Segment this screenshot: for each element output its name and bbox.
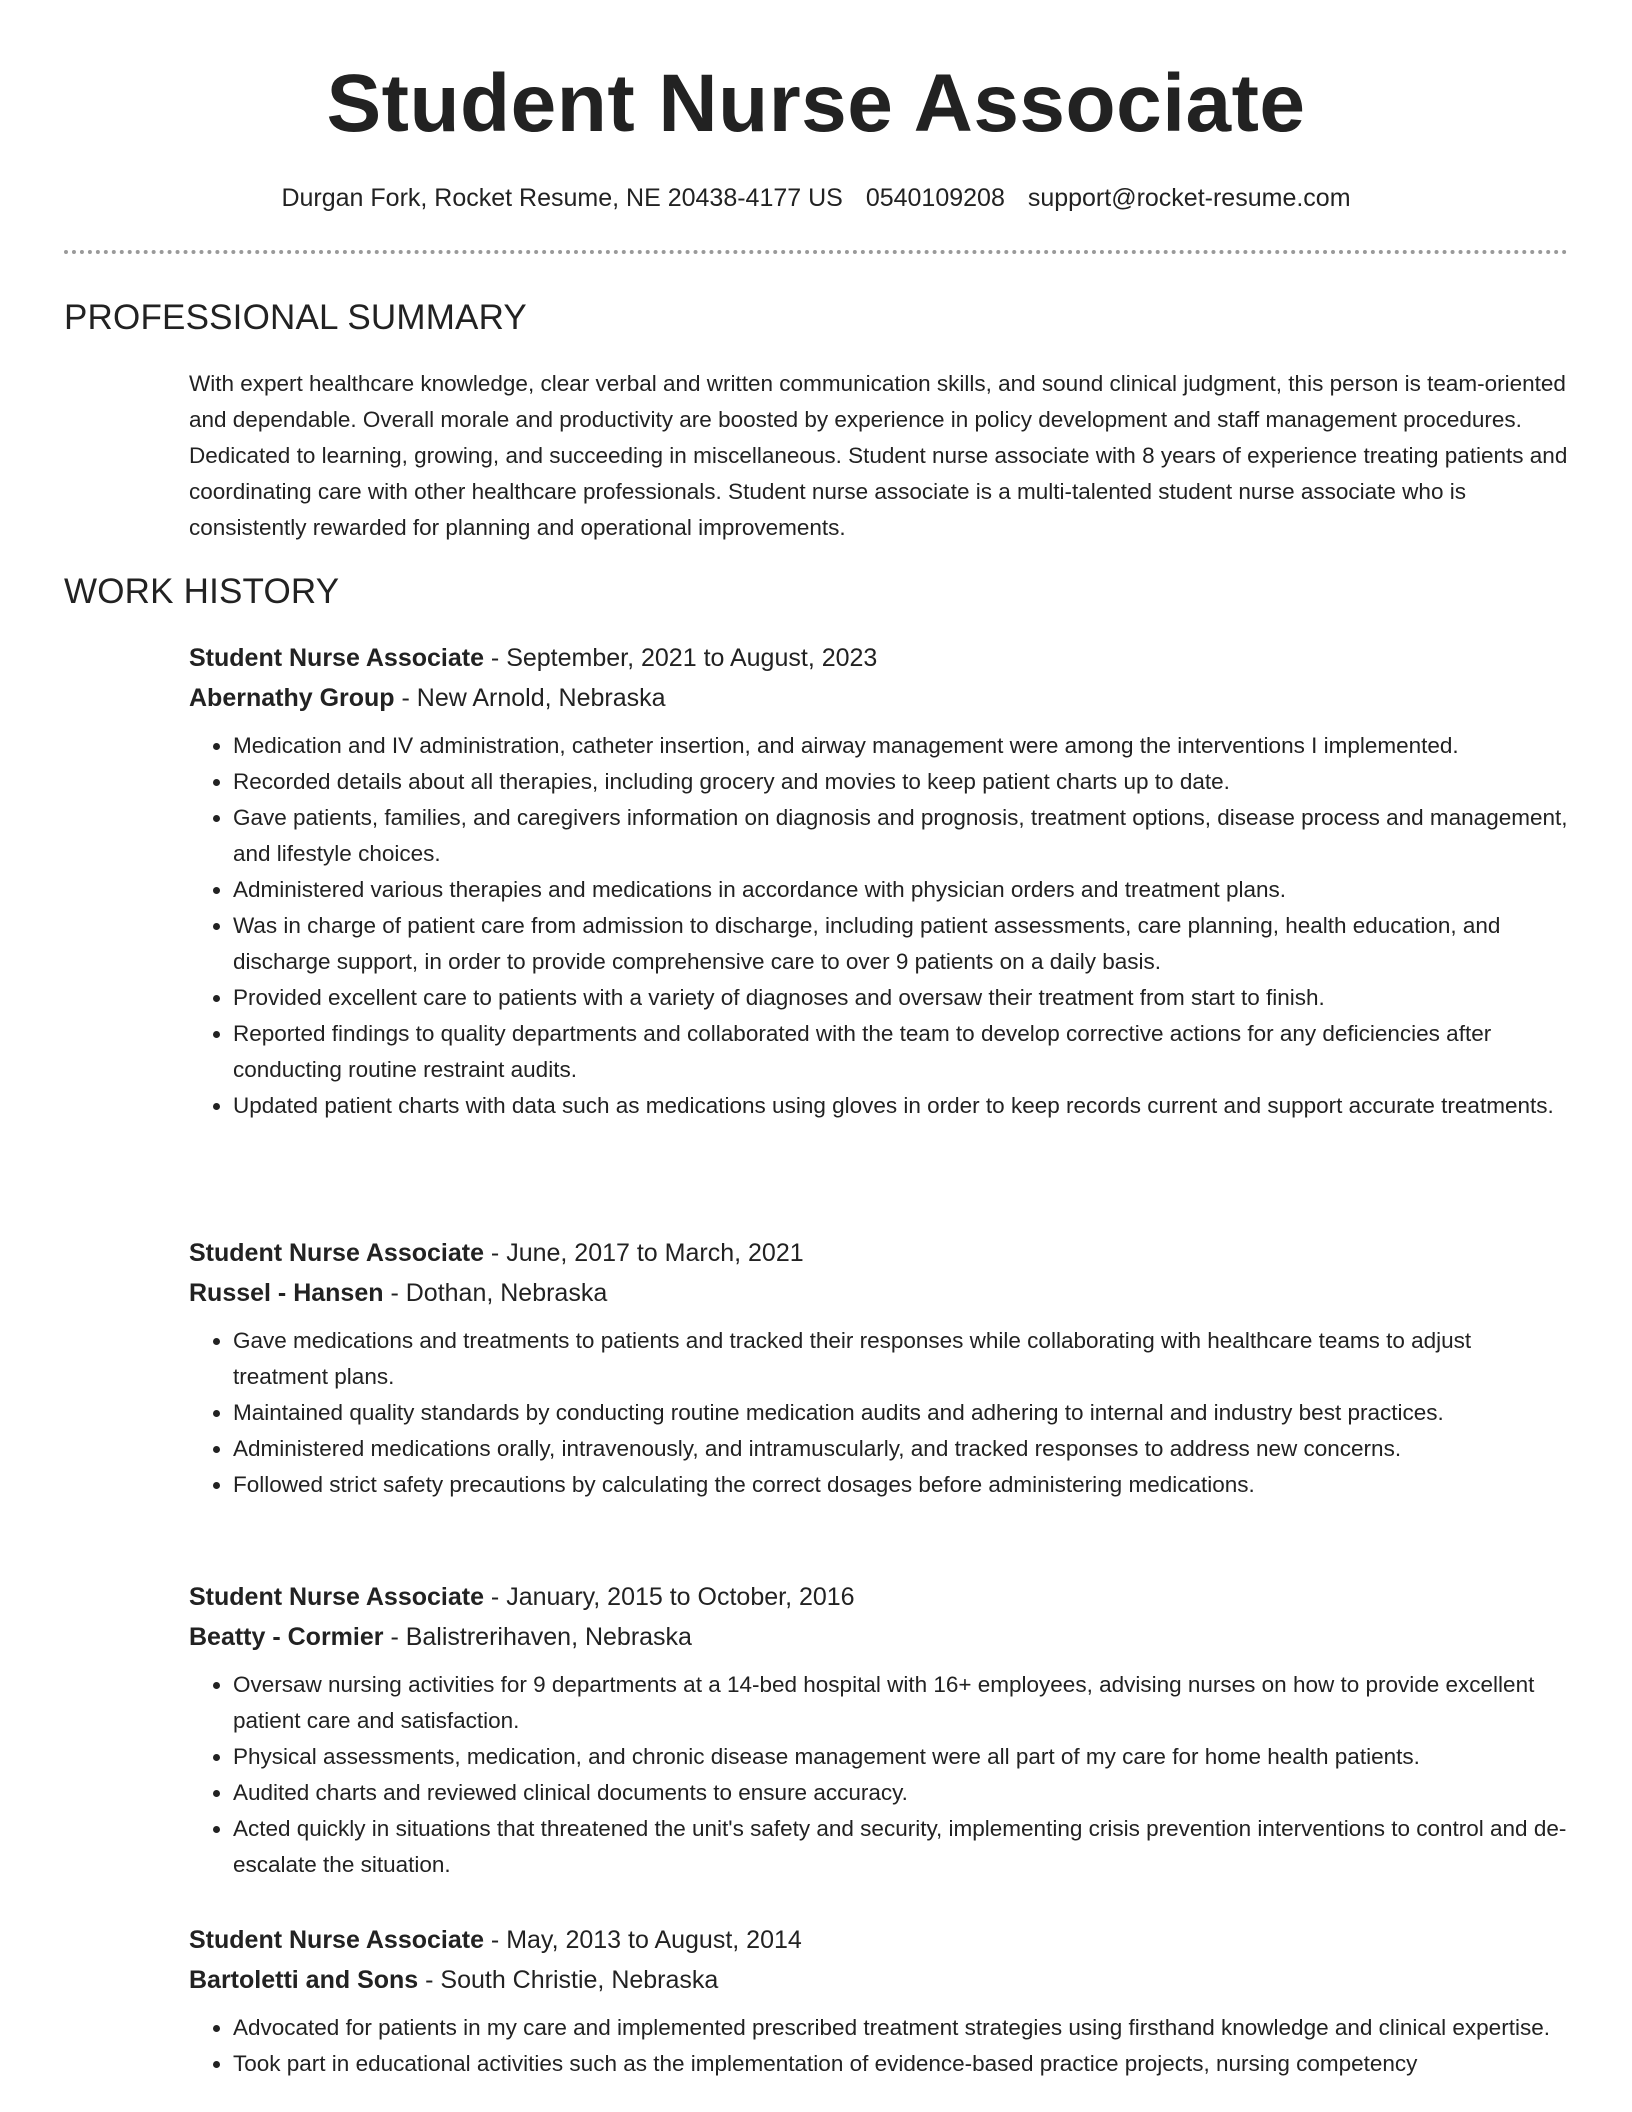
summary-text: With expert healthcare knowledge, clear verbal and written communication skills, and sound clinical judgment, this person is team-oriented and dependable. Overall morale and productivity are boosted by experience in policy development and staff management procedures. Dedicated to learning, growing, and succeeding in miscellaneous. Student nurse associate with 8 years of experience treating patients and coordinating care with other healthcare professionals. Student nurse associate is a multi-talented student nurse associate who is consistently rewarded for planning and operational improvements. [189,371,1568,540]
job-dates: - September, 2021 to August, 2023 [483,644,878,672]
job-bullet: • Acted quickly in situations that threatened the unit's safety and security, implementing crisis prevention interventions to control and de-escalate the situation. [233,1811,1569,1883]
job-role: Student Nurse Associate [189,1239,484,1267]
job-dates: - June, 2017 to March, 2021 [483,1239,804,1267]
job-bullet: • Medication and IV administration, catheter insertion, and airway management were among the interventions I implemented. [233,728,1569,764]
job-bullet: • Audited charts and reviewed clinical documents to ensure accuracy. [233,1775,1569,1811]
job-title-line [189,1233,1569,1273]
contact-email: support@rocket-resume.com [1027,184,1351,212]
job-dates: - January, 2015 to October, 2016 [483,1583,855,1611]
job-company-line [189,1617,1569,1657]
header-divider [64,250,1568,254]
job-bullets [189,2010,1569,2082]
job-title-line [189,1920,1569,1960]
job-title-line [189,638,1569,678]
resume-name: Student Nurse Associate [326,58,1306,149]
job-location: - South Christie, Nebraska [418,1966,719,1994]
job-company-line [189,1273,1569,1313]
job-bullet: • Provided excellent care to patients with a variety of diagnoses and oversaw their treatment from start to finish. [233,980,1569,1016]
job-bullet: • Recorded details about all therapies, including grocery and movies to keep patient charts up to date. [233,764,1569,800]
job-bullet: • Oversaw nursing activities for 9 departments at a 14-bed hospital with 16+ employees, advising nurses on how to provide excellent patient care and satisfaction. [233,1667,1569,1739]
job-bullet: • Was in charge of patient care from admission to discharge, including patient assessments, care planning, health education, and discharge support, in order to provide comprehensive care to over 9 patients on a daily basis. [233,908,1569,980]
job-company: Beatty - Cormier [189,1623,384,1651]
job-bullet: • Physical assessments, medication, and chronic disease management were all part of my care for home health patients. [233,1739,1569,1775]
job-location: - New Arnold, Nebraska [394,684,666,712]
job-bullet: • Advocated for patients in my care and implemented prescribed treatment strategies using firsthand knowledge and clinical expertise. [233,2010,1569,2046]
job-bullet: • Administered various therapies and medications in accordance with physician orders and treatment plans. [233,872,1569,908]
section-title-work-history: WORK HISTORY [64,572,340,611]
job-bullet: • Followed strict safety precautions by calculating the correct dosages before administering medications. [233,1467,1569,1503]
section-title-summary: PROFESSIONAL SUMMARY [64,298,527,337]
job-bullets [189,1667,1569,1883]
job-bullets [189,728,1569,1124]
job-entry [189,1233,1569,1503]
job-role: Student Nurse Associate [189,1926,484,1954]
job-bullet: • Gave medications and treatments to patients and tracked their responses while collaborating with healthcare teams to adjust treatment plans. [233,1323,1569,1395]
job-company: Abernathy Group [189,684,395,712]
job-role: Student Nurse Associate [189,644,484,672]
job-role: Student Nurse Associate [189,1583,484,1611]
contact-phone: 0540109208 [865,184,1005,212]
job-company-line [189,1960,1569,2000]
job-dates: - May, 2013 to August, 2014 [483,1926,802,1954]
contact-line [0,182,1632,214]
job-location: - Balistrerihaven, Nebraska [383,1623,692,1651]
job-company: Bartoletti and Sons [189,1966,419,1994]
job-bullet: • Maintained quality standards by conducting routine medication audits and adhering to internal and industry best practices. [233,1395,1569,1431]
job-company-line [189,678,1569,718]
job-location: - Dothan, Nebraska [383,1279,608,1307]
job-entry [189,1577,1569,1883]
job-bullet: • Updated patient charts with data such as medications using gloves in order to keep records current and support accurate treatments. [233,1088,1569,1124]
job-entry [189,638,1569,1124]
job-bullet: • Took part in educational activities such as the implementation of evidence-based practice projects, nursing competency [233,2046,1569,2082]
job-bullet: • Gave patients, families, and caregivers information on diagnosis and prognosis, treatment options, disease process and management, and lifestyle choices. [233,800,1569,872]
contact-address: Durgan Fork, Rocket Resume, NE 20438-4177 US [281,184,843,212]
job-bullet: • Administered medications orally, intravenously, and intramuscularly, and tracked responses to address new concerns. [233,1431,1569,1467]
job-title-line [189,1577,1569,1617]
job-bullet: • Reported findings to quality departments and collaborated with the team to develop corrective actions for any deficiencies after conducting routine restraint audits. [233,1016,1569,1088]
job-company: Russel - Hansen [189,1279,384,1307]
job-bullets [189,1323,1569,1503]
job-entry [189,1920,1569,2082]
